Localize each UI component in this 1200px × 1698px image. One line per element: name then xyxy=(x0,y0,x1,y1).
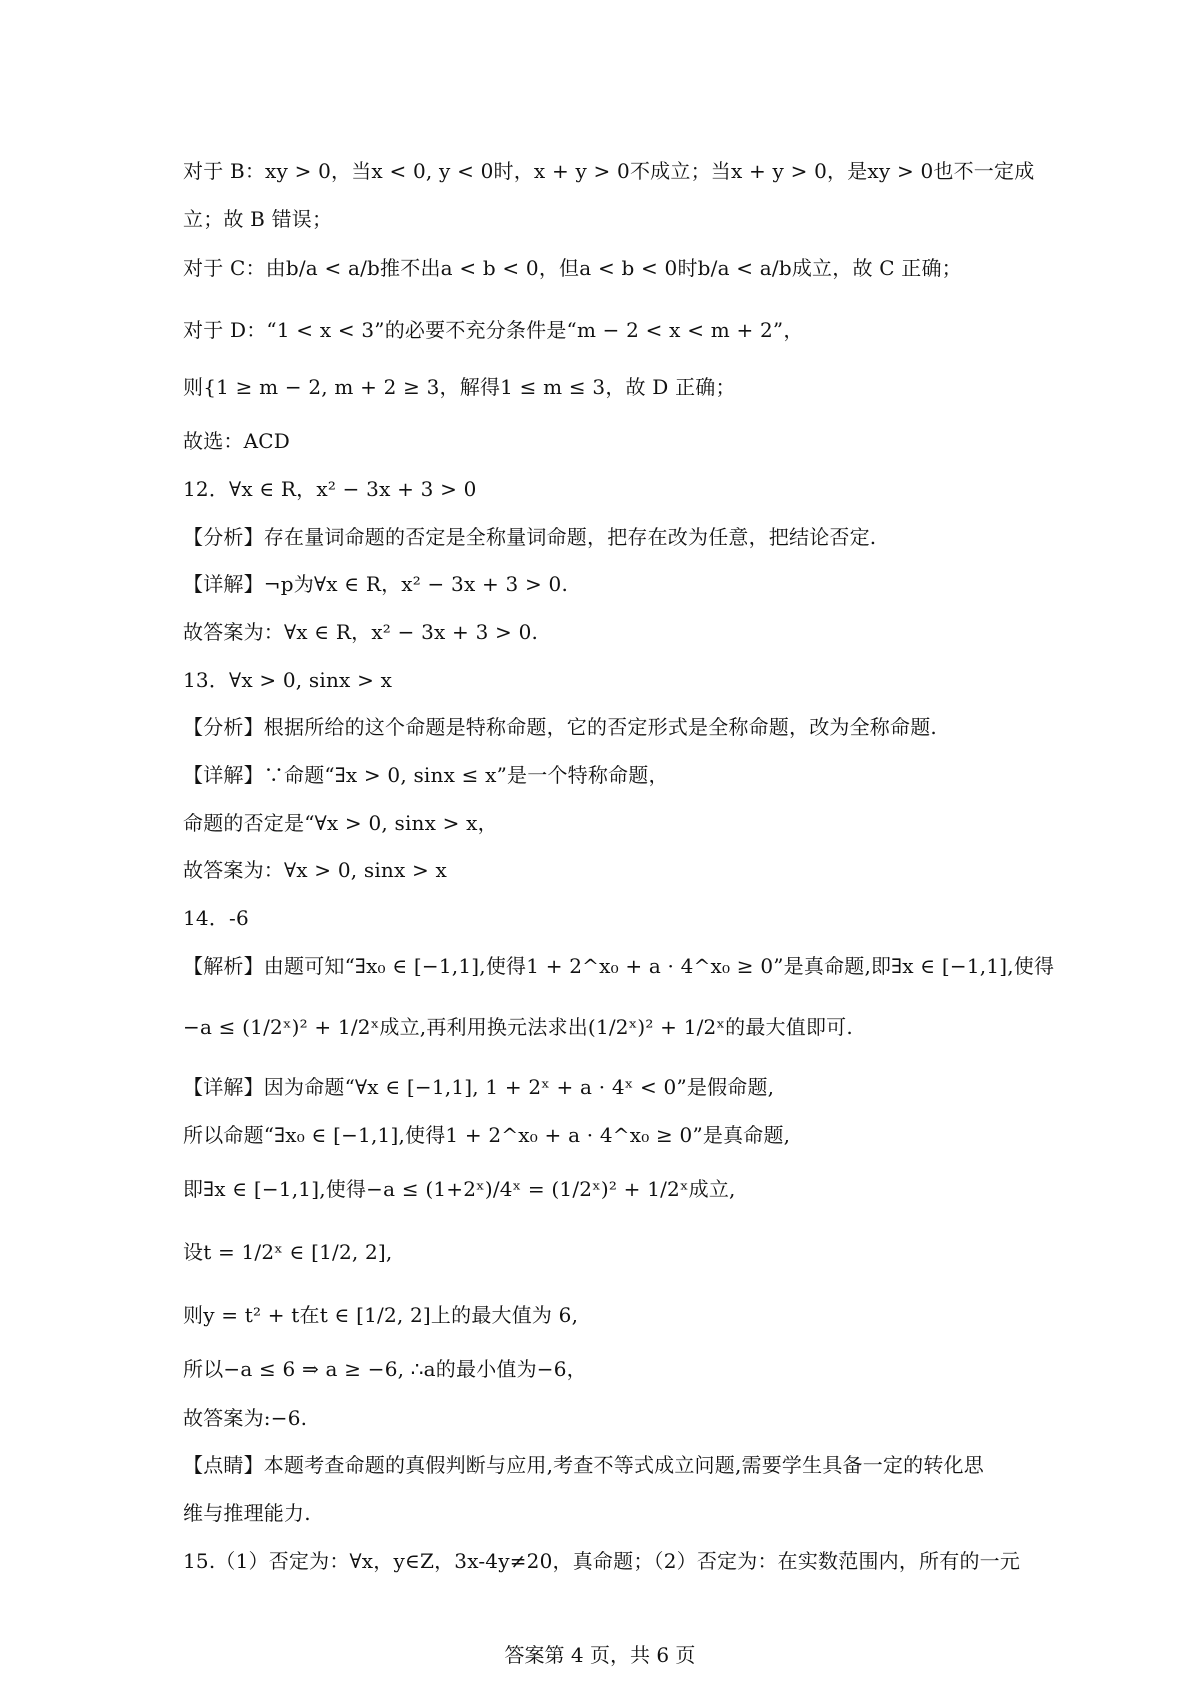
text-line: 【分析】根据所给的这个命题是特称命题，它的否定形式是全称命题，改为全称命题. xyxy=(183,715,937,739)
text-line: 所以命题“∃x₀ ∈ [−1,1],使得1 + 2^x₀ + a · 4^x₀ ≥ 0”是真命题, xyxy=(183,1123,791,1147)
text-line: 故答案为:−6. xyxy=(183,1406,308,1430)
text-line: 12．∀x ∈ R，x² − 3x + 3 > 0 xyxy=(183,477,477,501)
text-line: 【详解】因为命题“∀x ∈ [−1,1], 1 + 2ˣ + a · 4ˣ < 0”是假命题, xyxy=(183,1075,775,1099)
text-line: 即∃x ∈ [−1,1],使得−a ≤ (1+2ˣ)/4ˣ = (1/2ˣ)² + 1/2ˣ成立, xyxy=(183,1177,736,1201)
text-line: 【点睛】本题考查命题的真假判断与应用,考查不等式成立问题,需要学生具备一定的转化思 xyxy=(183,1453,984,1477)
text-line: 对于 B：xy > 0，当x < 0, y < 0时，x + y > 0不成立；当x + y > 0，是xy > 0也不一定成 xyxy=(183,159,1035,183)
text-line: 维与推理能力. xyxy=(183,1501,311,1525)
text-line: 则{1 ≥ m − 2, m + 2 ≥ 3，解得1 ≤ m ≤ 3，故 D 正确； xyxy=(183,375,736,399)
text-line: −a ≤ (1/2ˣ)² + 1/2ˣ成立,再利用换元法求出(1/2ˣ)² + 1/2ˣ的最大值即可. xyxy=(183,1015,853,1039)
text-line: 故答案为：∀x > 0, sinx > x xyxy=(183,858,448,882)
text-line: 则y = t² + t在t ∈ [1/2, 2]上的最大值为 6, xyxy=(183,1303,579,1327)
text-line: 设t = 1/2ˣ ∈ [1/2, 2], xyxy=(183,1240,393,1264)
text-line: 【详解】¬p为∀x ∈ R，x² − 3x + 3 > 0. xyxy=(183,572,569,596)
text-line: 所以−a ≤ 6 ⇒ a ≥ −6, ∴a的最小值为−6， xyxy=(183,1357,587,1381)
text-line: 【详解】∵命题“∃x > 0, sinx ≤ x”是一个特称命题， xyxy=(183,763,669,787)
text-line: 【解析】由题可知“∃x₀ ∈ [−1,1],使得1 + 2^x₀ + a · 4^x₀ ≥ 0”是真命题,即∃x ∈ [−1,1],使得 xyxy=(183,954,1055,978)
text-line: 故答案为：∀x ∈ R，x² − 3x + 3 > 0. xyxy=(183,620,539,644)
text-line: 对于 D：“1 < x < 3”的必要不充分条件是“m − 2 < x < m + 2”， xyxy=(183,318,804,342)
text-line: 14．-6 xyxy=(183,906,249,930)
text-line: 立；故 B 错误； xyxy=(183,207,333,231)
text-line: 命题的否定是“∀x > 0, sinx > x， xyxy=(183,811,498,835)
text-line: 【分析】存在量词命题的否定是全称量词命题，把存在改为任意，把结论否定. xyxy=(183,525,877,549)
page-footer: 答案第 4 页，共 6 页 xyxy=(504,1643,696,1667)
text-line: 15.（1）否定为：∀x，y∈Z，3x-4y≠20，真命题；（2）否定为：在实数范围内，所有的一元 xyxy=(183,1549,1021,1573)
text-line: 故选：ACD xyxy=(183,429,290,453)
text-line: 13．∀x > 0, sinx > x xyxy=(183,668,393,692)
text-line: 对于 C：由b/a < a/b推不出a < b < 0，但a < b < 0时b/a < a/b成立，故 C 正确； xyxy=(183,256,962,280)
